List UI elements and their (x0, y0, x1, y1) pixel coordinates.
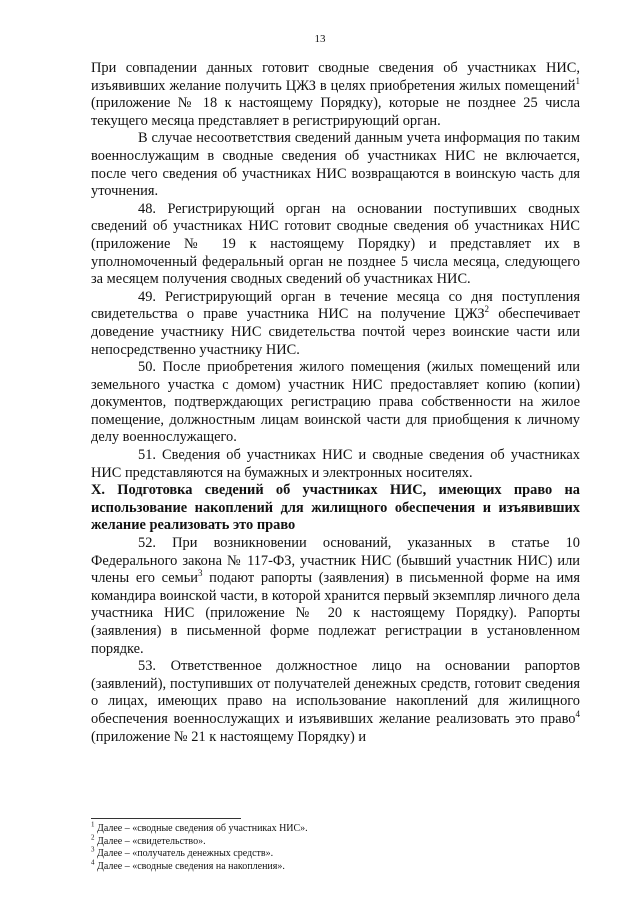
footnote-ref: 4 (575, 709, 580, 720)
paragraph-mismatch: В случае несоответствия сведений данным учета информация по таким военнослужащим в сводные сведения об участниках НИС не включается, после чего сведения об участниках НИС возвращаются в воинскую часть для уточнения. (91, 130, 580, 200)
paragraph-text: 53. Ответственное должностное лицо на основании рапортов (заявлений), поступивших от получателей денежных средств, готовит сведения о лицах, имеющих право на использование накоплений для жилищного обеспечения военнослужащих и изъявивших желание реализовать это право (91, 658, 580, 727)
footnote-1 (91, 820, 580, 836)
footnote-ref: 2 (484, 304, 490, 315)
paragraph-text: (приложение № 21 к настоящему Порядку) и (91, 728, 367, 745)
paragraph-52 (91, 535, 580, 658)
paragraph-intro (91, 60, 580, 130)
footnote-number: 2 (91, 833, 95, 842)
paragraph-49 (91, 289, 580, 359)
paragraph-50: 50. После приобретения жилого помещения (жилых помещений или земельного участка с домом) участник НИС предоставляет копию (копии) документов, подтверждающих регистрацию права собственности на жилое помещение, должностным лицам воинской части для приобщения к личному делу военнослужащего. (91, 359, 580, 446)
section-heading: X. Подготовка сведений об участниках НИС, имеющих право на использование накоплений для жилищного обеспечения и изъявивших желание реализовать это право (91, 482, 580, 534)
footnotes (91, 820, 580, 873)
paragraph-text: 49. Регистрирующий орган в течение месяца со дня поступления свидетельства о праве участника НИС на получение ЦЖЗ (91, 288, 580, 323)
page-number: 13 (314, 33, 326, 45)
footnote-2 (91, 833, 580, 849)
paragraph-text: При совпадении данных готовит сводные сведения об участниках НИС, изъявивших желание получить ЦЖЗ в целях приобретения жилых помещений (91, 60, 580, 94)
footnote-4 (91, 858, 580, 874)
footnote-number: 4 (91, 858, 95, 867)
paragraph-text: подают рапорты (заявления) в письменной форме на имя командира воинской части, в которой хранится первый экземпляр личного дела участника НИС (приложение № 20 к настоящему Порядку). Рапорты (заявления) в письменной форме подлежат регистрации в установленном порядке. (91, 570, 580, 657)
footnote-text: Далее – «получатель денежных средств». (94, 848, 274, 859)
footnote-text: Далее – «свидетельство». (94, 835, 206, 847)
paragraph-text: 52. При возникновении оснований, указанных в статье 10 Федерального закона № 117-ФЗ, участник НИС (бывший участник НИС) или члены его семьи (91, 535, 580, 587)
paragraph-text: обеспечивает доведение участнику НИС свидетельства почтой через воинские части или непосредственно участнику НИС. (91, 306, 581, 358)
footnote-3 (91, 845, 580, 861)
paragraph-48: 48. Регистрирующий орган на основании поступивших сводных сведений об участниках НИС готовит сводные сведения об участниках НИС (приложение № 19 к настоящему Порядку) и представляет их в уполномоченный федеральный орган не позднее 5 числа месяца, следующего за месяцем получения сводных сведений об участниках НИС. (91, 200, 580, 288)
footnote-ref: 3 (197, 568, 203, 579)
footnote-number: 1 (91, 820, 95, 829)
footnote-text: Далее – «сводные сведения на накопления». (94, 860, 285, 872)
footnote-divider (91, 818, 241, 819)
footnote-text: Далее – «сводные сведения об участниках НИС». (94, 823, 308, 834)
paragraph-text: (приложение № 18 к настоящему Порядку), которые не позднее 25 числа текущего месяца представляет в регистрирующий орган. (91, 95, 580, 129)
paragraph-51: 51. Сведения об участниках НИС и сводные сведения об участниках НИС представляются на бумажных и электронных носителях. (91, 447, 580, 481)
document-body (91, 60, 580, 746)
footnote-ref: 1 (575, 75, 580, 86)
footnote-number: 3 (91, 845, 95, 854)
paragraph-53 (91, 658, 580, 746)
